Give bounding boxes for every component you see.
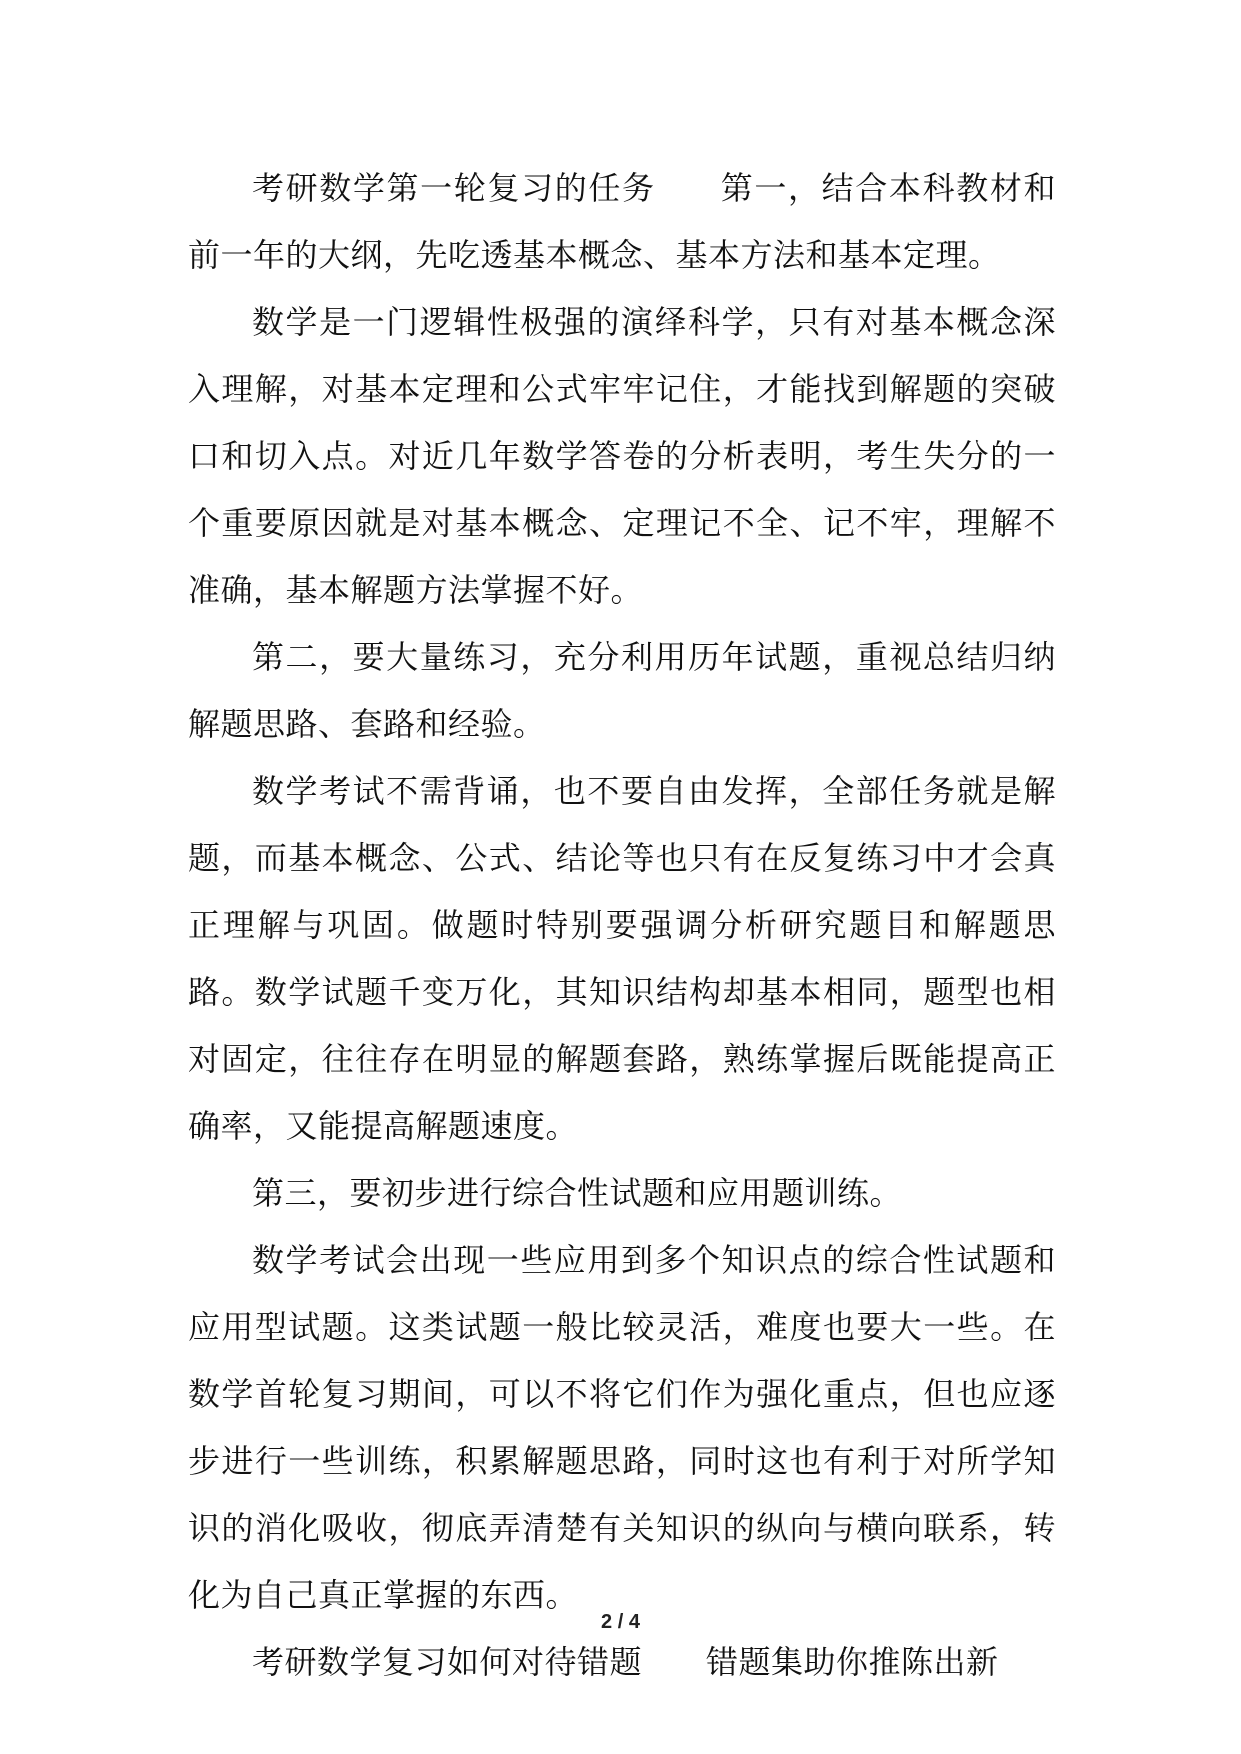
paragraph-point-three: 第三，要初步进行综合性试题和应用题训练。 (252, 1174, 903, 1212)
section-subheading-wrong-questions: 错题集助你推陈出新 (706, 1643, 999, 1681)
page-number: 2 / 4 (601, 1611, 640, 1633)
body-text (188, 155, 1056, 1696)
point-one-text: 第一，结合本科教材和前一年的大纲，先吃透基本概念、基本方法和基本定理。 (188, 169, 1056, 274)
section-heading-first-round: 考研数学第一轮复习的任务 (252, 169, 656, 207)
section-heading-wrong-questions: 考研数学复习如何对待错题 (252, 1643, 643, 1681)
paragraph-comprehensive: 数学考试会出现一些应用到多个知识点的综合性试题和应用型试题。这类试题一般比较灵活，难度也要大一些。在数学首轮复习期间，可以不将它们作为强化重点，但也应逐步进行一些训练，积累解题思路，同时这也有利于对所学知识的消化吸收，彻底弄清楚有关知识的纵向与横向联系，转化为自己真正掌握的东西。 (188, 1241, 1056, 1614)
paragraph-first-round-tasks (188, 155, 1056, 289)
paragraph-point-two: 第二，要大量练习，充分利用历年试题，重视总结归纳解题思路、套路和经验。 (188, 638, 1056, 743)
paragraph-math-logic: 数学是一门逻辑性极强的演绎科学，只有对基本概念深入理解，对基本定理和公式牢牢记住，才能找到解题的突破口和切入点。对近几年数学答卷的分析表明，考生失分的一个重要原因就是对基本概念、定理记不全、记不牢，理解不准确，基本解题方法掌握不好。 (188, 303, 1056, 609)
paragraph-wrong-questions (188, 1629, 1056, 1696)
paragraph-practice: 数学考试不需背诵，也不要自由发挥，全部任务就是解题，而基本概念、公式、结论等也只有在反复练习中才会真正理解与巩固。做题时特别要强调分析研究题目和解题思路。数学试题千变万化，其知识结构却基本相同，题型也相对固定，往往存在明显的解题套路，熟练掌握后既能提高正确率，又能提高解题速度。 (188, 772, 1056, 1145)
